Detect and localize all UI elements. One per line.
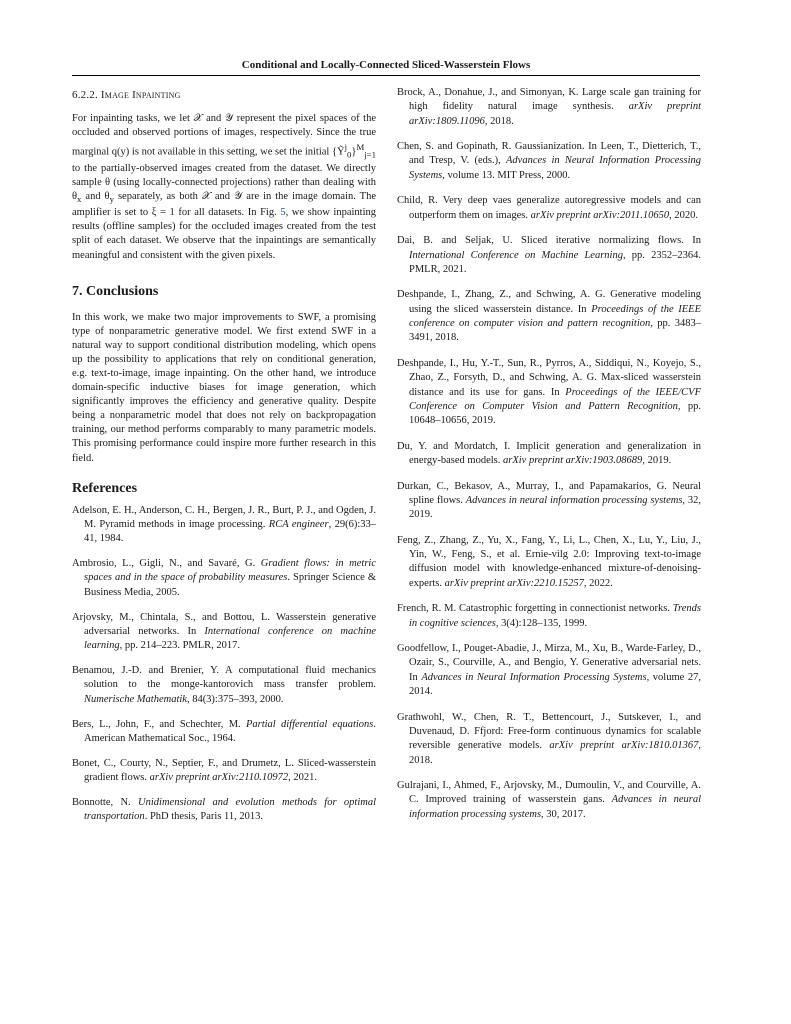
right-column <box>397 86 701 833</box>
reference-entry: Goodfellow, I., Pouget-Abadie, J., Mirza, M., Xu, B., Warde-Farley, D., Ozair, S., Courville, A., and Bengio, Y. Generative adversarial nets. In Advances in Neural Information Processing Systems, volume 27, 2014. <box>397 643 701 698</box>
reference-entry: Grathwohl, W., Chen, R. T., Bettencourt, J., Sutskever, I., and Duvenaud, D. Ffjord: Free-form continuous dynamics for scalable reversible generative models. arXiv preprint arXiv:1810.01367, 2018. <box>397 711 701 766</box>
references-list-right <box>397 86 701 822</box>
figure-link[interactable]: 5 <box>280 207 286 219</box>
references-heading: References <box>72 480 138 496</box>
reference-entry: Bonet, C., Courty, N., Septier, F., and Drumetz, L. Sliced-wasserstein gradient flows. arXiv preprint arXiv:2110.10972, 2021. <box>72 757 376 784</box>
reference-entry: French, R. M. Catastrophic forgetting in connectionist networks. Trends in cognitive sciences, 3(4):128–135, 1999. <box>397 603 701 629</box>
references-list-left <box>72 504 376 825</box>
reference-entry: Bonnotte, N. Unidimensional and evolution methods for optimal transportation. PhD thesis, Paris 11, 2013. <box>72 796 376 823</box>
reference-entry: Durkan, C., Bekasov, A., Murray, I., and Papamakarios, G. Neural spline flows. Advances in neural information processing systems, 32, 2019. <box>397 480 701 521</box>
reference-entry: Deshpande, I., Zhang, Z., and Schwing, A. G. Generative modeling using the sliced wasserstein distance. In Proceedings of the IEEE conference on computer vision and pattern recognition, pp. 3483–3491, 2018. <box>397 289 702 344</box>
reference-entry: Gulrajani, I., Ahmed, F., Arjovsky, M., Dumoulin, V., and Courville, A. C. Improved training of wasserstein gans. Advances in neural information processing systems, 30, 2017. <box>397 780 701 820</box>
conclusions-heading: 7. Conclusions <box>72 283 159 299</box>
reference-entry: Adelson, E. H., Anderson, C. H., Bergen, J. R., Burt, P. J., and Ogden, J. M. Pyramid methods in image processing. RCA engineer, 29(6):33–41, 1984. <box>72 504 376 545</box>
conclusions-paragraph: In this work, we make two major improvements to SWF, a promising type of nonparametric generative model. We first extend SWF in a natural way to support conditional distribution modeling, which opens up the possibility to applications that rely on conditional generation, e.g. text-to-image, image inpainting. On the other hand, we introduce domain-specific inductive biases for image generation, which significantly improves the efficiency and generative quality. Despite being a nonparametric model that does not rely on backpropagation training, our method performs comparably to many parametric models. This promising performance could inspire more further research in this field. <box>72 311 376 464</box>
reference-entry: Dai, B. and Seljak, U. Sliced iterative normalizing flows. In International Conference on Machine Learning, pp. 2352–2364. PMLR, 2021. <box>397 235 701 275</box>
subsection-number: 6.2.2. <box>72 89 98 101</box>
subsection-title: Image Inpainting <box>100 89 181 101</box>
reference-entry: Ambrosio, L., Gigli, N., and Savaré, G. Gradient flows: in metric spaces and in the space of probability measures. Springer Science & Business Media, 2005. <box>72 558 376 598</box>
reference-entry: Benamou, J.-D. and Brenier, Y. A computational fluid mechanics solution to the monge-kantorovich mass transfer problem. Numerische Mathematik, 84(3):375–393, 2000. <box>72 665 376 705</box>
left-column <box>72 86 376 835</box>
reference-entry: Child, R. Very deep vaes generalize autoregressive models and can outperform them on images. arXiv preprint arXiv:2011.10650, 2020. <box>397 195 701 221</box>
inpainting-paragraph: For inpainting tasks, we let 𝒳 and 𝒴 represent the pixel spaces of the occluded and observed portions of images, respectively. Since the true marginal q(y) is not available in this setting, we set the initial {Ỹ$^j_0$}$^M_{j=1}$ to the partially-observed images created from the dataset. We directly sample θ (using locally-connected projections) rather than dealing with $\theta_x$ and $\theta_y$ separately, as both 𝒳 and 𝒴 are in the image domain. The amplifier is set to ξ = 1 for all datasets. In Fig. 5, we show inpainting results (offline samples) for the occluded images created from the test split of each dataset. We observe that the inpaintings are semantically meaningful and consistent with the given pixels. <box>72 113 376 261</box>
reference-entry: Du, Y. and Mordatch, I. Implicit generation and generalization in energy-based models. arXiv preprint arXiv:1903.08689, 2019. <box>397 440 701 467</box>
reference-entry: Brock, A., Donahue, J., and Simonyan, K. Large scale gan training for high fidelity natural image synthesis. arXiv preprint arXiv:1809.11096, 2018. <box>397 87 701 127</box>
reference-entry: Bers, L., John, F., and Schechter, M. Partial differential equations. American Mathematical Soc., 1964. <box>72 718 376 744</box>
reference-entry: Deshpande, I., Hu, Y.-T., Sun, R., Pyrros, A., Siddiqui, N., Koyejo, S., Zhao, Z., Forsyth, D., and Schwing, A. G. Max-sliced wasserstein distance and its use for gans. In Proceedings of the IEEE/CVF Conference on Computer Vision and Pattern Recognition, pp. 10648–10656, 2019. <box>397 357 702 427</box>
subsection-heading <box>72 88 376 102</box>
reference-entry: Chen, S. and Gopinath, R. Gaussianization. In Leen, T., Dietterich, T., and Tresp, V. (eds.), Advances in Neural Information Processing Systems, volume 13. MIT Press, 2000. <box>397 141 701 181</box>
reference-entry: Feng, Z., Zhang, Z., Yu, X., Fang, Y., Li, L., Chen, X., Lu, Y., Liu, J., Yin, W., Feng, S., et al. Ernie-vilg 2.0: Improving text-to-image diffusion model with knowledge-enhanced mixture-of-denoising-experts. arXiv preprint arXiv:2210.15257, 2022. <box>397 534 701 589</box>
running-head: Conditional and Locally-Connected Sliced-Wasserstein Flows <box>241 59 531 71</box>
header-rule <box>72 75 700 76</box>
reference-entry: Arjovsky, M., Chintala, S., and Bottou, L. Wasserstein generative adversarial networks. In International conference on machine learning, pp. 214–223. PMLR, 2017. <box>72 611 377 652</box>
